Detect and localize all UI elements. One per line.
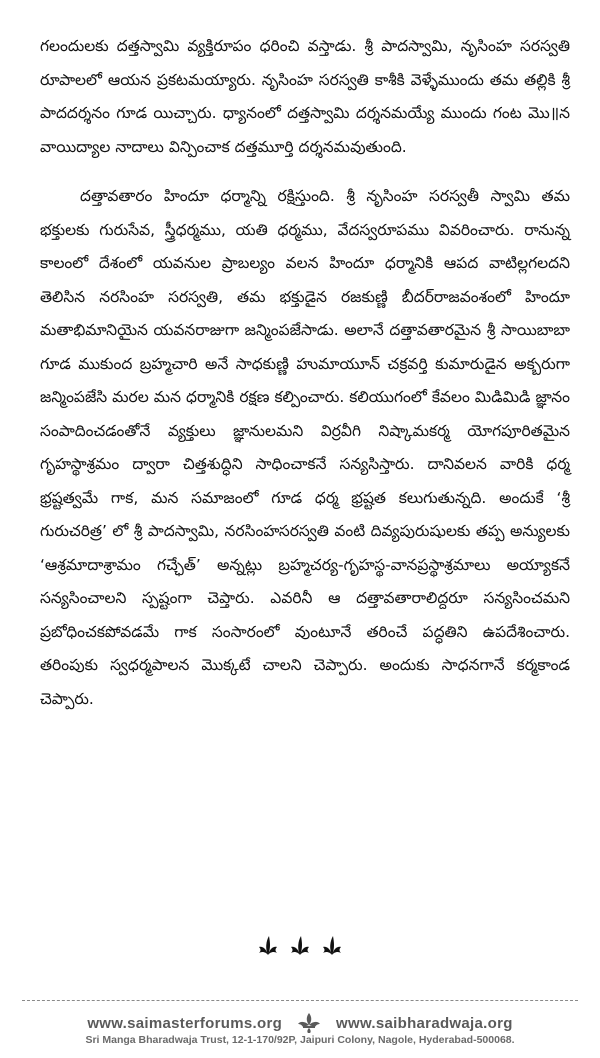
footer-divider: [22, 1000, 578, 1001]
leaf-ornament: [0, 925, 600, 965]
footer: [0, 1008, 600, 1056]
body-text: [40, 30, 570, 716]
footer-links-row: [0, 1012, 600, 1034]
paragraph-2: దత్తావతారం హిందూ ధర్మాన్ని రక్షిస్తుంది. శ్రీ నృసింహ సరస్వతీ స్వామి తమ భక్తులకు గురుసేవ, స్త్రీధర్మము, యతి ధర్మము, వేదస్వరూపము వివరించారు. రానున్న కాలంలో దేశంలో యవనుల ప్రాబల్యం వలన హిందూ ధర్మానికి ఆపద వాటిల్లగలదని తెలిసిన నరసింహ సరస్వతి, తమ భక్తుడైన రజకుణ్ణి బీదర్‌రాజవంశంలో హిందూ మతాభిమానియైన యవనరాజుగా జన్మింపజేసాడు. అలానే దత్తావతారమైన శ్రీ సాయిబాబా గూడ ముకుంద బ్రహ్మచారి అనే సాధకుణ్ణి హుమాయూన్ చక్రవర్తి కుమారుడైన అక్బరుగా జన్మింపజేసి మరల మన ధర్మానికి రక్షణ కల్పించారు. కలియుగంలో కేవలం మిడిమిడి జ్ఞానం సంపాదించడంతోనే వ్యక్తులు జ్ఞానులమని విర్రవీగి నిష్కామకర్మ యోగపూరితమైన గృహస్థాశ్రమం ద్వారా చిత్తశుద్ధిని సాధించాకనే సన్యసిస్తారు. దానివలన వారికి ధర్మ భ్రష్టత్వమే గాక, మన సమాజంలో గూడ ధర్మ భ్రష్టత కలుగుతున్నది. అందుకే ‘శ్రీ గురుచరిత్ర’ లో శ్రీ పాదస్వామి, నరసింహసరస్వతి వంటి దివ్యపురుషులకు తప్ప అన్యులకు ‘ఆశ్రమాదాశ్రామం గచ్ఛేత్’ అన్నట్లు బ్రహ్మచర్య-గృహస్థ-వానప్రస్థాశ్రమాలు అయ్యాకనే సన్యసించాలని స్పష్టంగా చెప్తారు. ఎవరినీ ఆ దత్తావతారాలిద్దరూ సన్యసించమని ప్రబోధించకపోవడమే గాక సంసారంలో వుంటూనే తరించే పద్ధతిని ఉపదేశించారు. తరింపుకు స్వధర్మపాలన మొక్కటే చాలని చెప్పారు. అందుకు సాధనగానే కర్మకాండ చెప్పారు.: [40, 187, 570, 708]
leaf-ornament-icon: [288, 933, 312, 957]
site-link-saibharadwaja[interactable]: www.saibharadwaja.org: [336, 1014, 513, 1032]
leaf-ornament-icon: [320, 933, 344, 957]
site-link-saimasterforums[interactable]: www.saimasterforums.org: [87, 1014, 283, 1032]
fleur-de-lis-icon: [296, 1012, 322, 1034]
paragraph-1: గలందులకు దత్తస్వామి వ్యక్తిరూపం ధరించి వస్తాడు. శ్రీ పాదస్వామి, నృసింహ సరస్వతి రూపాలలో ఆయన ప్రకటమయ్యారు. నృసింహ సరస్వతి కాశీకి వెళ్ళేముందు తమ తల్లికి శ్రీ పాదదర్శనం గూడ యిచ్చారు. ధ్యానంలో దత్తస్వామి దర్శనమయ్యే ముందు గంట మొ॥న వాయిద్యాల నాదాలు విన్పించాక దత్తమూర్తి దర్శనమవుతుంది.: [40, 37, 570, 156]
leaf-ornament-icon: [256, 933, 280, 957]
trust-address: Sri Manga Bharadwaja Trust, 12-1-170/92P, Jaipuri Colony, Nagole, Hyderabad-500068.: [85, 1034, 515, 1046]
